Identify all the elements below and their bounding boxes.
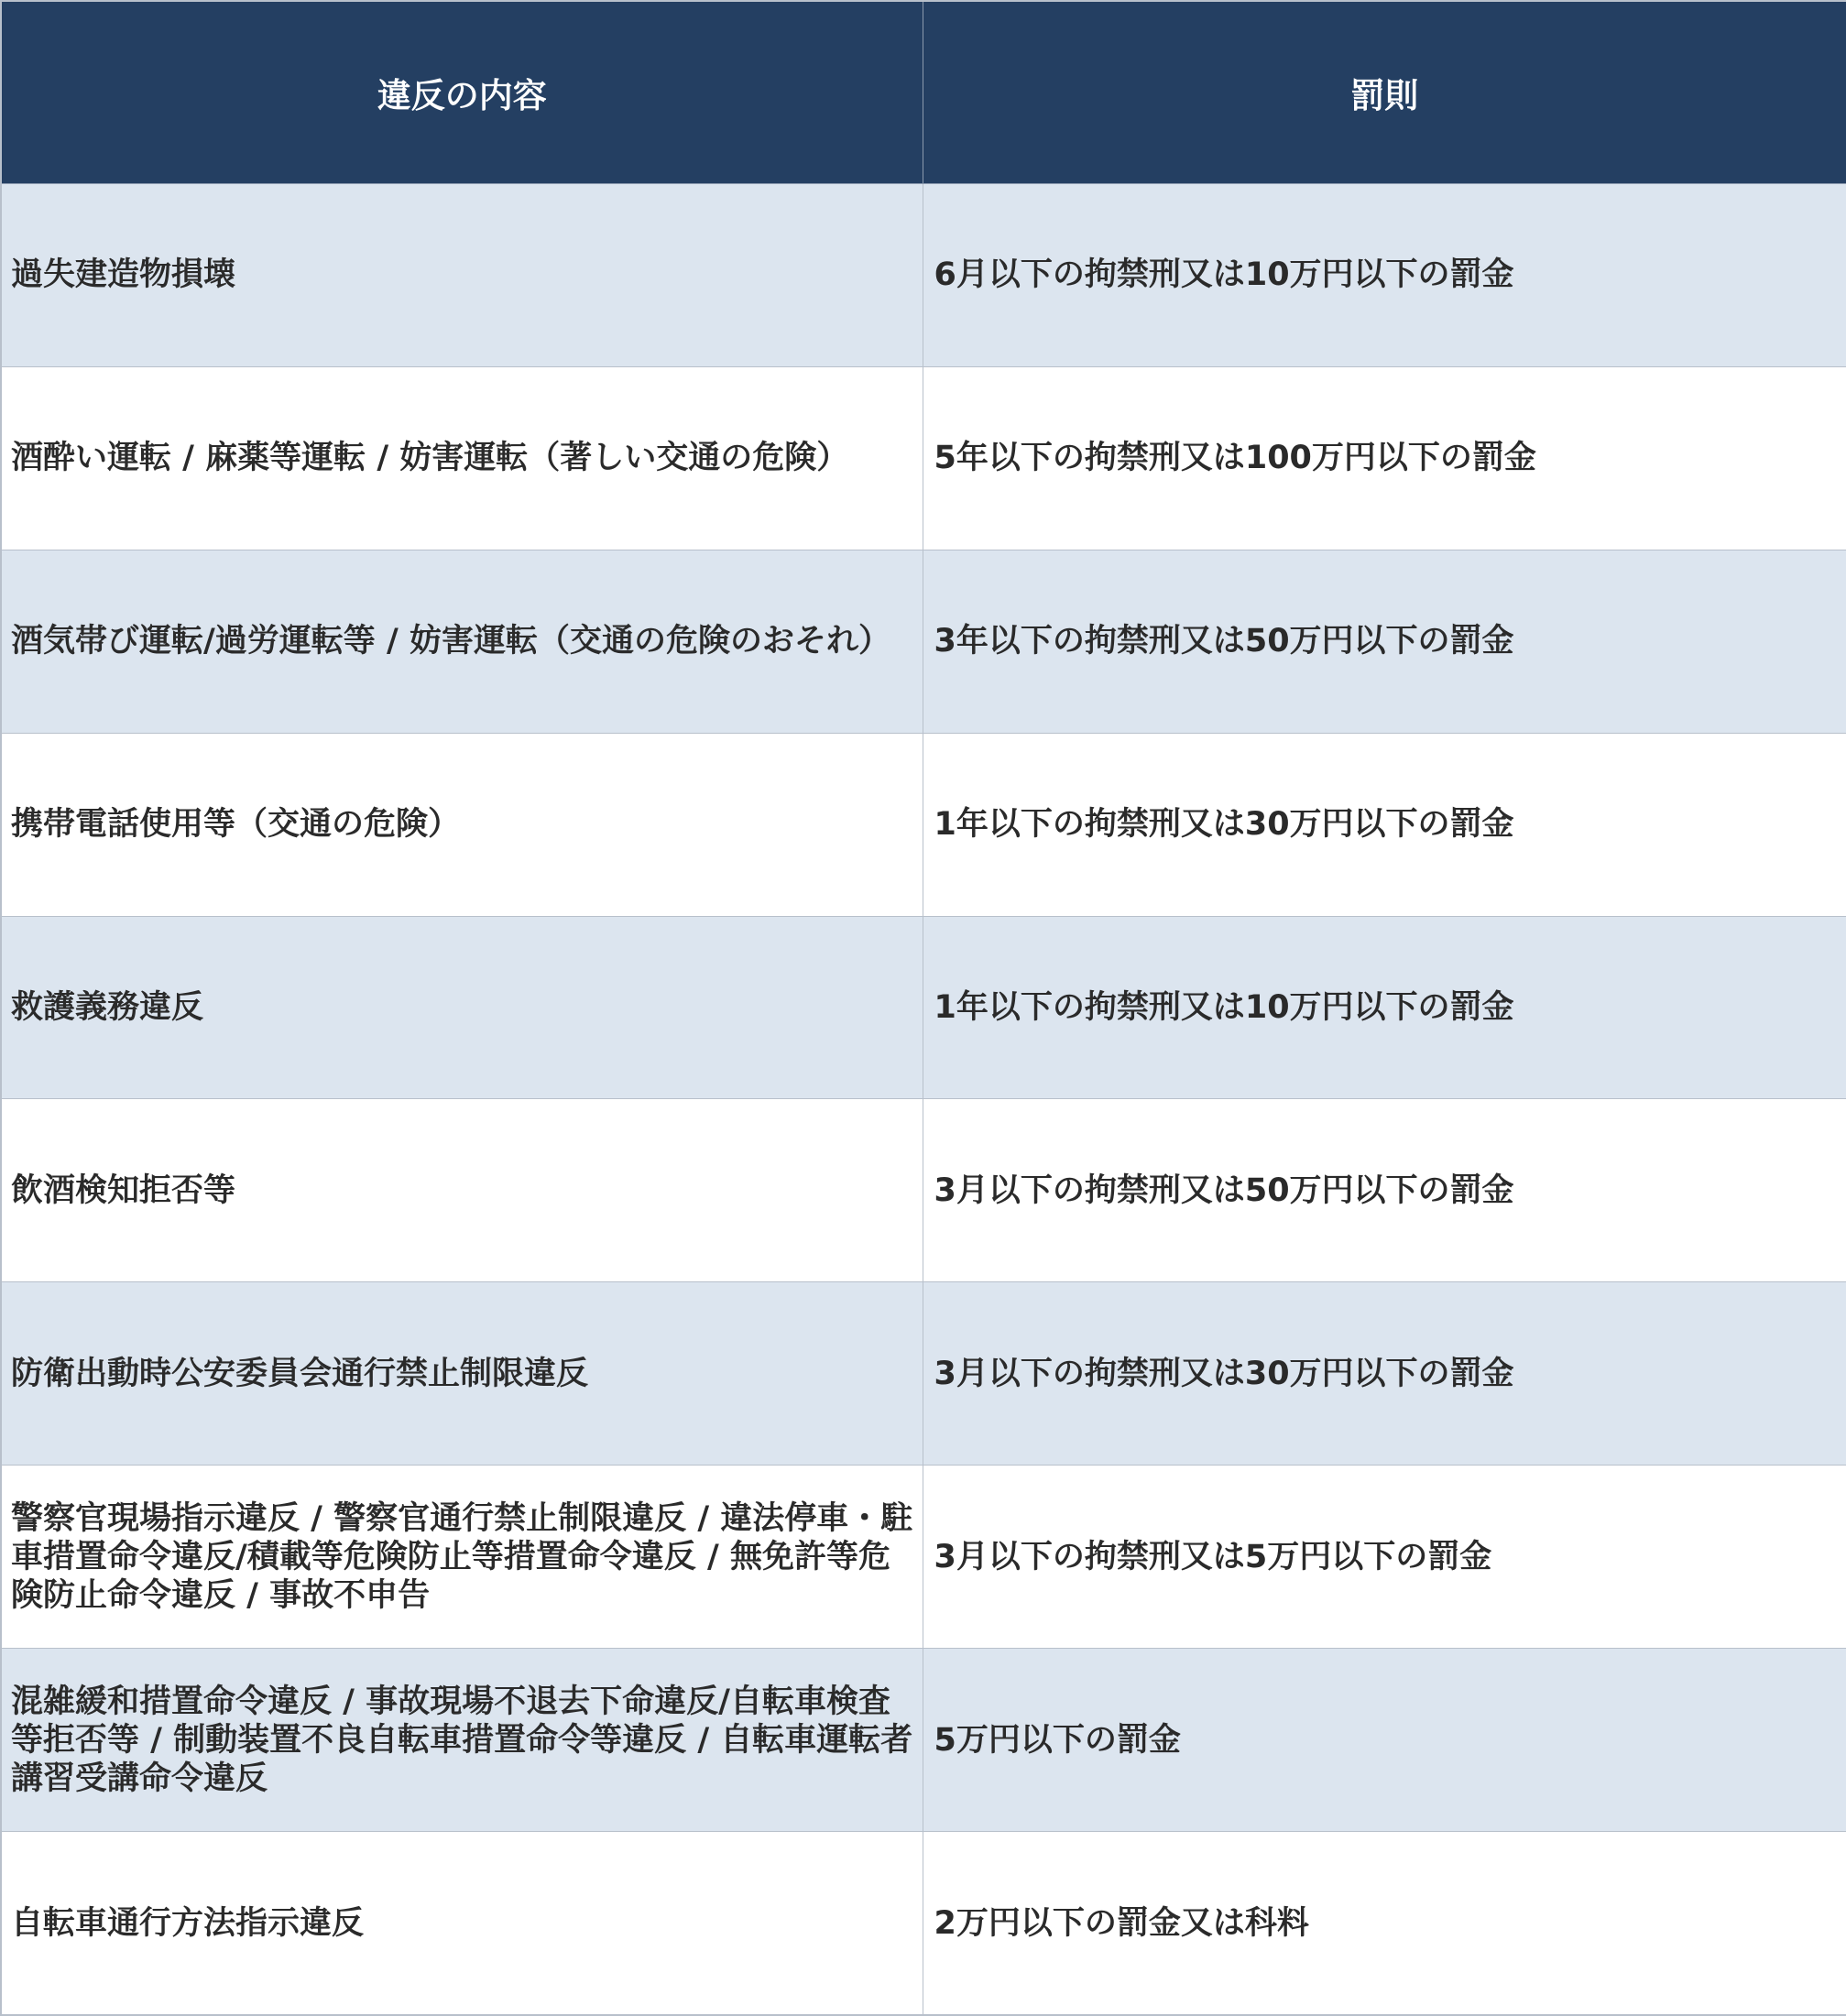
table-row — [1, 366, 1846, 550]
violation-cell: 警察官現場指示違反 / 警察官通行禁止制限違反 / 違法停車・駐車措置命令違反/積載等危険防止等措置命令違反 / 無免許等危険防止命令違反 / 事故不申告 — [1, 1466, 923, 1649]
header-penalty: 罰則 — [923, 1, 1846, 184]
penalty-cell: 3月以下の拘禁刑又は30万円以下の罰金 — [923, 1282, 1846, 1466]
penalty-cell: 3月以下の拘禁刑又は50万円以下の罰金 — [923, 1099, 1846, 1282]
table-row — [1, 1832, 1846, 2015]
table-row — [1, 1099, 1846, 1282]
violation-cell: 過失建造物損壊 — [1, 184, 923, 367]
table-row — [1, 733, 1846, 916]
violation-cell: 混雑緩和措置命令違反 / 事故現場不退去下命違反/自転車検査等拒否等 / 制動装置不良自転車措置命令等違反 / 自転車運転者講習受講命令違反 — [1, 1649, 923, 1832]
violation-cell: 防衛出動時公安委員会通行禁止制限違反 — [1, 1282, 923, 1466]
violation-cell: 酒酔い運転 / 麻薬等運転 / 妨害運転（著しい交通の危険） — [1, 366, 923, 550]
table-row — [1, 1649, 1846, 1832]
penalty-cell: 5年以下の拘禁刑又は100万円以下の罰金 — [923, 366, 1846, 550]
violation-cell: 自転車通行方法指示違反 — [1, 1832, 923, 2015]
penalty-cell: 1年以下の拘禁刑又は10万円以下の罰金 — [923, 916, 1846, 1099]
penalty-cell: 5万円以下の罰金 — [923, 1649, 1846, 1832]
penalty-cell: 1年以下の拘禁刑又は30万円以下の罰金 — [923, 733, 1846, 916]
header-row — [1, 1, 1846, 184]
violation-cell: 救護義務違反 — [1, 916, 923, 1099]
penalty-cell: 6月以下の拘禁刑又は10万円以下の罰金 — [923, 184, 1846, 367]
table-row — [1, 184, 1846, 367]
table-row — [1, 1466, 1846, 1649]
table-body — [1, 184, 1846, 2016]
table-header — [1, 1, 1846, 184]
penalty-cell: 2万円以下の罰金又は科料 — [923, 1832, 1846, 2015]
table-row — [1, 550, 1846, 733]
table-row — [1, 1282, 1846, 1466]
penalty-cell: 3月以下の拘禁刑又は5万円以下の罰金 — [923, 1466, 1846, 1649]
penalty-cell: 3年以下の拘禁刑又は50万円以下の罰金 — [923, 550, 1846, 733]
violation-cell: 飲酒検知拒否等 — [1, 1099, 923, 1282]
violation-cell: 携帯電話使用等（交通の危険） — [1, 733, 923, 916]
header-violation: 違反の内容 — [1, 1, 923, 184]
violation-cell: 酒気帯び運転/過労運転等 / 妨害運転（交通の危険のおそれ） — [1, 550, 923, 733]
table-row — [1, 916, 1846, 1099]
